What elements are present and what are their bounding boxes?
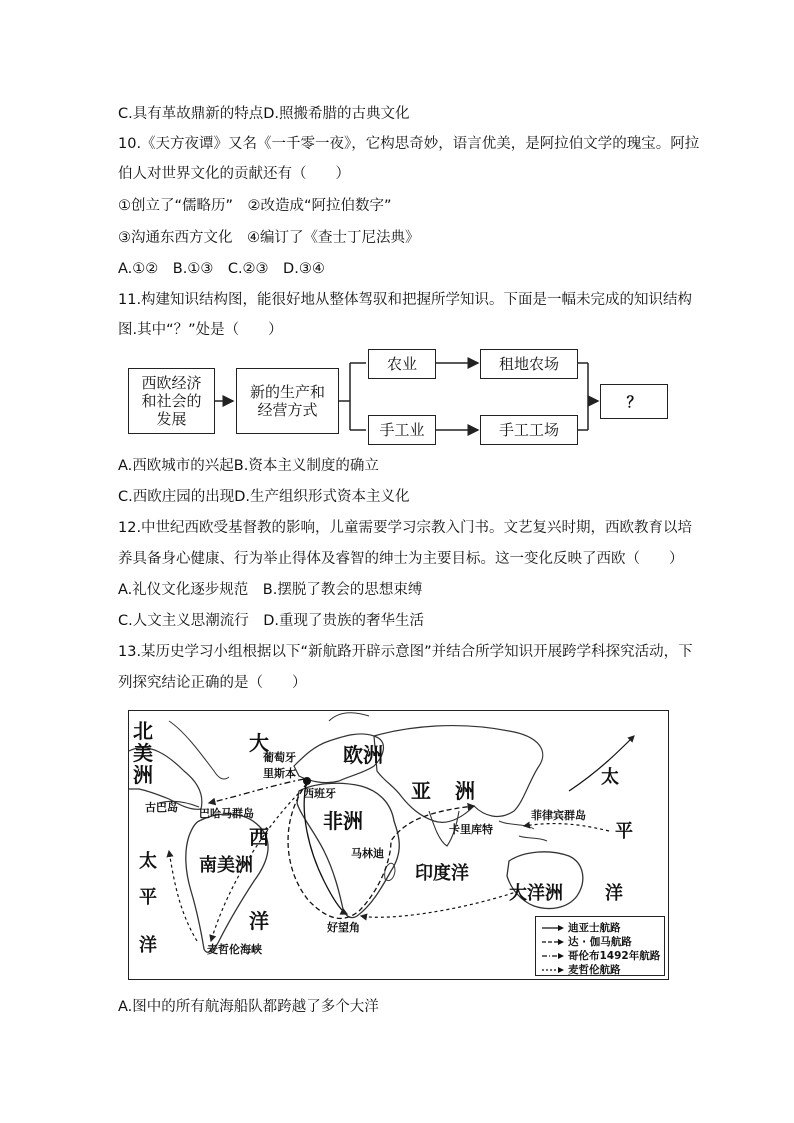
label-south-america: 南美洲 bbox=[199, 855, 253, 876]
question-11-options-ab: A.西欧城市的兴起B.资本主义制度的确立 bbox=[118, 458, 379, 474]
label-north-america-3: 洲 bbox=[133, 763, 153, 787]
label-malindi: 马林迪 bbox=[351, 847, 384, 860]
label-calicut: 卡里库特 bbox=[449, 823, 493, 836]
map-legend bbox=[535, 916, 665, 976]
box-unknown: ？ bbox=[600, 384, 668, 419]
question-10-options: A.①② B.①③ C.②③ D.③④ bbox=[118, 261, 325, 277]
legend-magellan: 麦哲伦航路 bbox=[542, 962, 621, 977]
label-atlantic-xi: 西 bbox=[249, 825, 269, 849]
question-12-options-ab: A.礼仪文化逐步规范 B.摆脱了教会的思想束缚 bbox=[118, 582, 423, 598]
label-pacific-left-1: 太 bbox=[139, 851, 157, 872]
question-12-stem: 12.中世纪西欧受基督教的影响，儿童需要学习宗教入门书。文艺复兴时期，西欧教育以培 bbox=[118, 520, 693, 536]
question-13-stem-cont: 列探究结论正确的是（ ） bbox=[118, 675, 307, 691]
label-europe: 欧洲 bbox=[343, 743, 383, 767]
question-13-stem: 13.某历史学习小组根据以下“新航路开辟示意图”并结合所学知识开展跨学科探究活动，下 bbox=[118, 644, 693, 660]
question-10-stem-cont: 伯人对世界文化的贡献还有（ ） bbox=[118, 166, 350, 182]
box-handicraft: 手工业 bbox=[368, 415, 436, 445]
knowledge-structure-diagram bbox=[118, 346, 678, 446]
route-magellan-return-2 bbox=[361, 891, 519, 917]
legend-gama: 达 · 伽马航路 bbox=[542, 934, 632, 949]
box-new-production-mode: 新的生产和经营方式 bbox=[236, 368, 339, 434]
box-western-europe-development: 西欧经济和社会的发展 bbox=[128, 368, 215, 434]
route-magellan-return bbox=[524, 824, 609, 831]
new-sea-routes-map bbox=[128, 710, 669, 980]
question-11-stem: 11.构建知识结构图，能很好地从整体驾驭和把握所学知识。下面是一幅未完成的知识结构 bbox=[118, 292, 693, 308]
label-indian-ocean: 印度洋 bbox=[415, 863, 469, 884]
legend-columbus: 哥伦布1492年航路 bbox=[542, 948, 660, 963]
label-atlantic-da: 大 bbox=[249, 731, 269, 755]
label-cape-of-good-hope: 好望角 bbox=[327, 921, 360, 934]
question-11-options-cd: C.西欧庄园的出现D.生产组织形式资本主义化 bbox=[118, 489, 410, 505]
label-magellan-strait: 麦哲伦海峡 bbox=[207, 943, 262, 956]
route-columbus bbox=[209, 779, 304, 803]
label-portugal: 葡萄牙 bbox=[263, 751, 296, 764]
label-philippines: 菲律宾群岛 bbox=[531, 809, 586, 822]
question-12-stem-cont: 养具备身心健康、行为举止得体及睿智的绅士为主要目标。这一变化反映了西欧（ ） bbox=[118, 551, 684, 567]
label-north-america-2: 美 bbox=[133, 741, 153, 765]
label-africa: 非洲 bbox=[323, 809, 363, 833]
label-lisbon: 里斯本 bbox=[263, 767, 296, 780]
label-atlantic-yang: 洋 bbox=[249, 909, 269, 933]
question-10-items-2: ③沟通东西方文化 ④编订了《查士丁尼法典》 bbox=[118, 230, 420, 246]
option-line-q9-cd: C.具有革故鼎新的特点D.照搬希腊的古典文化 bbox=[118, 106, 410, 122]
label-pacific-right-1: 太 bbox=[601, 767, 619, 788]
label-cuba: 古巴岛 bbox=[145, 801, 178, 814]
legend-dias: 迪亚士航路 bbox=[542, 920, 621, 935]
label-north-america-1: 北 bbox=[133, 719, 153, 743]
box-agriculture: 农业 bbox=[368, 349, 436, 379]
question-10-stem: 10.《天方夜谭》又名《一千零一夜》，它构思奇妙，语言优美，是阿拉伯文学的瑰宝。阿拉 bbox=[118, 136, 700, 152]
label-oceania: 大洋洲 bbox=[509, 883, 563, 904]
label-asia-1: 亚 bbox=[411, 779, 431, 803]
label-asia-2: 洲 bbox=[455, 779, 475, 803]
box-leased-farm: 租地农场 bbox=[480, 349, 578, 379]
question-13-option-a: A.图中的所有航海船队都跨越了多个大洋 bbox=[118, 999, 379, 1015]
box-workshop: 手工工场 bbox=[480, 415, 578, 445]
label-bahamas: 巴哈马群岛 bbox=[199, 807, 254, 820]
label-pacific-left-2: 平 bbox=[139, 887, 157, 908]
label-pacific-left-3: 洋 bbox=[139, 935, 157, 956]
label-pacific-right-3: 洋 bbox=[605, 883, 623, 904]
label-pacific-right-2: 平 bbox=[615, 821, 633, 842]
question-10-items-1: ①创立了“儒略历” ②改造成“阿拉伯数字” bbox=[118, 198, 392, 214]
label-spain: 西班牙 bbox=[303, 787, 336, 800]
question-11-stem-cont: 图.其中“？”处是（ ） bbox=[118, 322, 283, 338]
question-12-options-cd: C.人文主义思潮流行 D.重现了贵族的奢华生活 bbox=[118, 613, 425, 629]
